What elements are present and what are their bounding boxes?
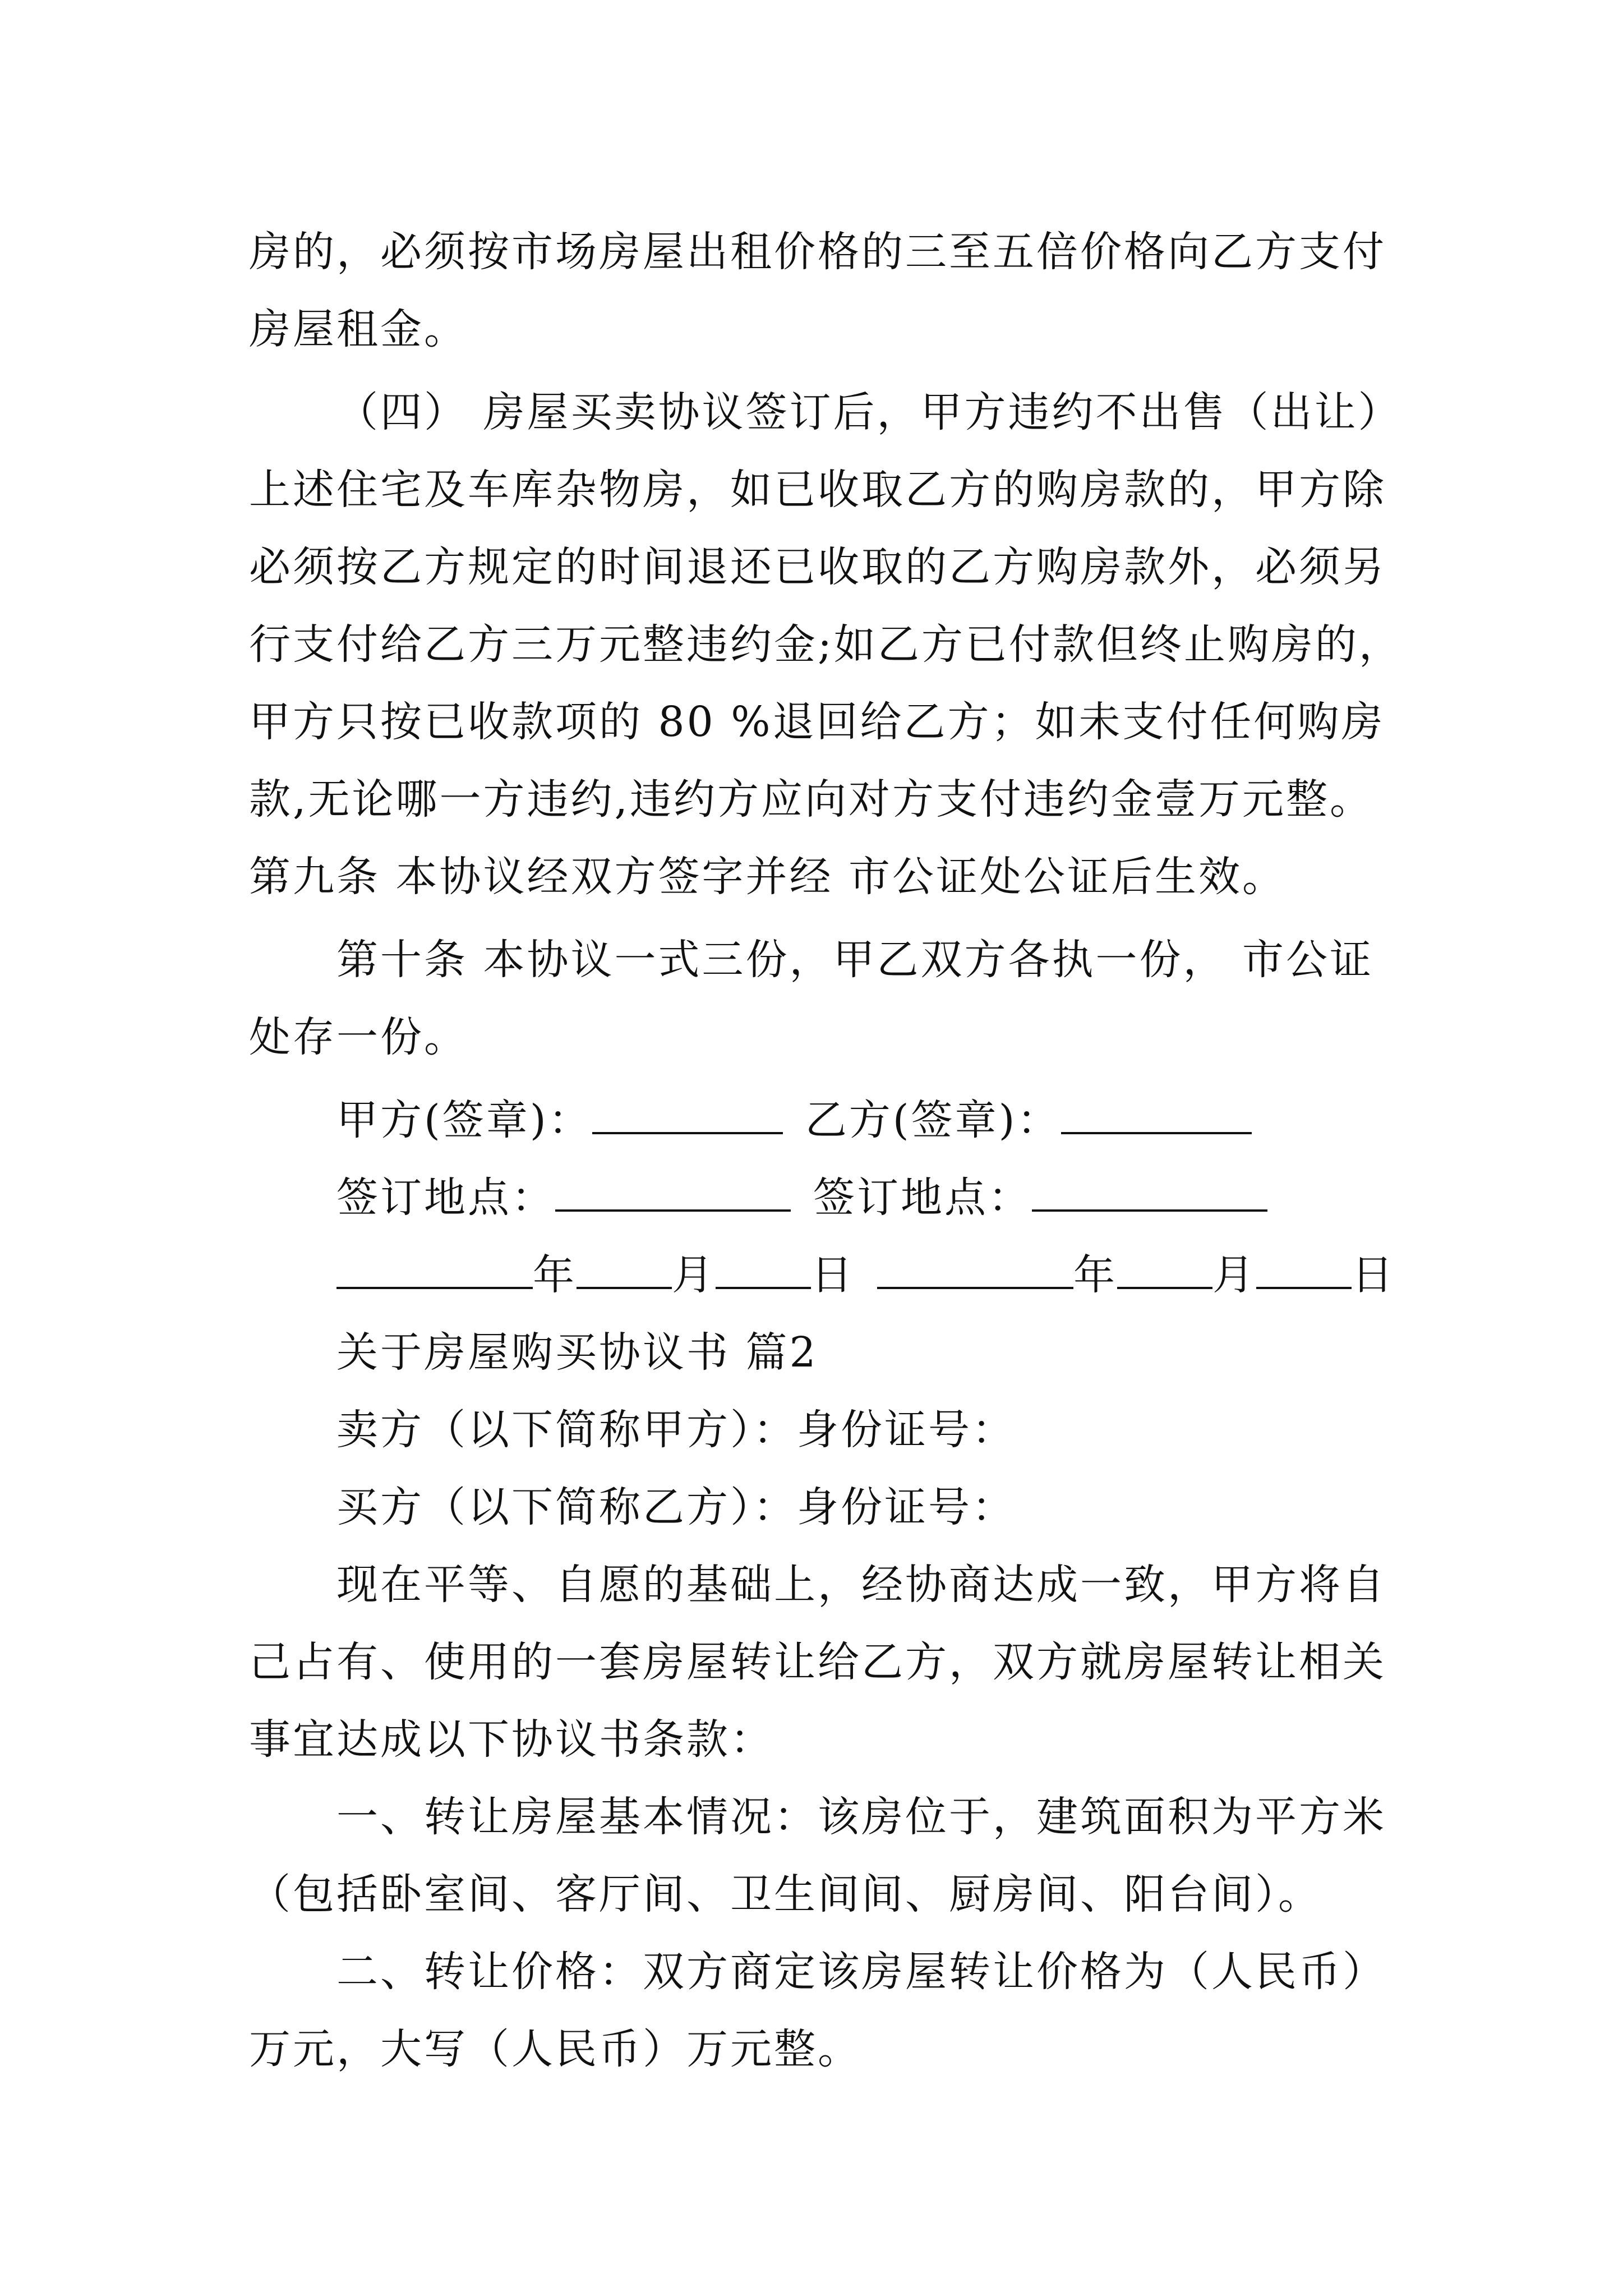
paragraph-line: 房的，必须按市场房屋出租价格的三至五倍价格向乙方支付 <box>249 228 1386 276</box>
place-a-label: 签订地点： <box>336 1174 555 1222</box>
paragraph-line: 行支付给乙方三万元整违约金;如乙方已付款但终止购房的， <box>249 620 1403 669</box>
party-a-signature-blank[interactable] <box>592 1096 783 1134</box>
paragraph-line: 房屋租金。 <box>249 305 468 353</box>
paragraph-line: 上述住宅及车库杂物房，如已收取乙方的购房款的，甲方除 <box>249 466 1386 514</box>
section-title: 关于房屋购买协议书 篇2 <box>336 1328 818 1377</box>
paragraph-line: 第九条 本协议经双方签字并经 市公证处公证后生效。 <box>249 853 1287 901</box>
paragraph-line: 事宜达成以下协议书条款： <box>249 1715 774 1764</box>
place-b-label: 签订地点： <box>813 1174 1032 1222</box>
month-label: 月 <box>1212 1251 1256 1299</box>
clause-line: 一、转让房屋基本情况：该房位于，建筑面积为平方米 <box>336 1793 1386 1841</box>
paragraph-line: 甲方只按已收款项的 80 %退回给乙方；如未支付任何购房 <box>249 698 1385 746</box>
paragraph-line: 必须按乙方规定的时间退还已收取的乙方购房款外，必须另 <box>249 543 1386 591</box>
paragraph-line: 己占有、使用的一套房屋转让给乙方，双方就房屋转让相关 <box>249 1638 1386 1686</box>
day-label: 日 <box>1352 1251 1395 1299</box>
seller-line: 卖方（以下简称甲方）：身份证号： <box>336 1406 1016 1454</box>
party-b-label: 乙方(签章)： <box>805 1096 1061 1144</box>
place-a-blank[interactable] <box>555 1174 791 1212</box>
clause-line: 二、转让价格：双方商定该房屋转让价格为（人民币） <box>336 1948 1386 1996</box>
signature-row <box>249 1082 1393 1159</box>
date-row <box>249 1236 1393 1314</box>
day-label: 日 <box>811 1251 855 1299</box>
month-b-blank[interactable] <box>1117 1251 1212 1289</box>
day-b-blank[interactable] <box>1256 1251 1352 1289</box>
year-label: 年 <box>533 1251 577 1299</box>
place-b-blank[interactable] <box>1032 1174 1267 1212</box>
buyer-line: 买方（以下简称乙方）：身份证号： <box>336 1483 1016 1531</box>
month-a-blank[interactable] <box>577 1251 672 1289</box>
month-label: 月 <box>672 1251 716 1299</box>
year-a-blank[interactable] <box>336 1251 533 1289</box>
document-body <box>249 213 1403 2088</box>
paragraph-line: 第十条 本协议一式三份，甲乙双方各执一份， 市公证 <box>336 936 1374 984</box>
signing-place-row <box>249 1159 1393 1236</box>
paragraph-line: （四） 房屋买卖协议签订后，甲方违约不出售（出让） <box>336 388 1402 436</box>
paragraph-line: 处存一份。 <box>249 1013 468 1061</box>
party-b-signature-blank[interactable] <box>1061 1096 1252 1134</box>
paragraph-line: 现在平等、自愿的基础上，经协商达成一致，甲方将自 <box>336 1561 1386 1609</box>
paragraph-line: 款,无论哪一方违约,违约方应向对方支付违约金壹万元整。 <box>249 775 1374 823</box>
clause-line: （包括卧室间、客厅间、卫生间间、厨房间、阳台间）。 <box>249 1870 1322 1918</box>
year-b-blank[interactable] <box>877 1251 1073 1289</box>
clause-line: 万元，大写（人民币）万元整。 <box>249 2025 861 2073</box>
party-a-label: 甲方(签章)： <box>336 1096 592 1144</box>
day-a-blank[interactable] <box>716 1251 811 1289</box>
year-label: 年 <box>1073 1251 1117 1299</box>
